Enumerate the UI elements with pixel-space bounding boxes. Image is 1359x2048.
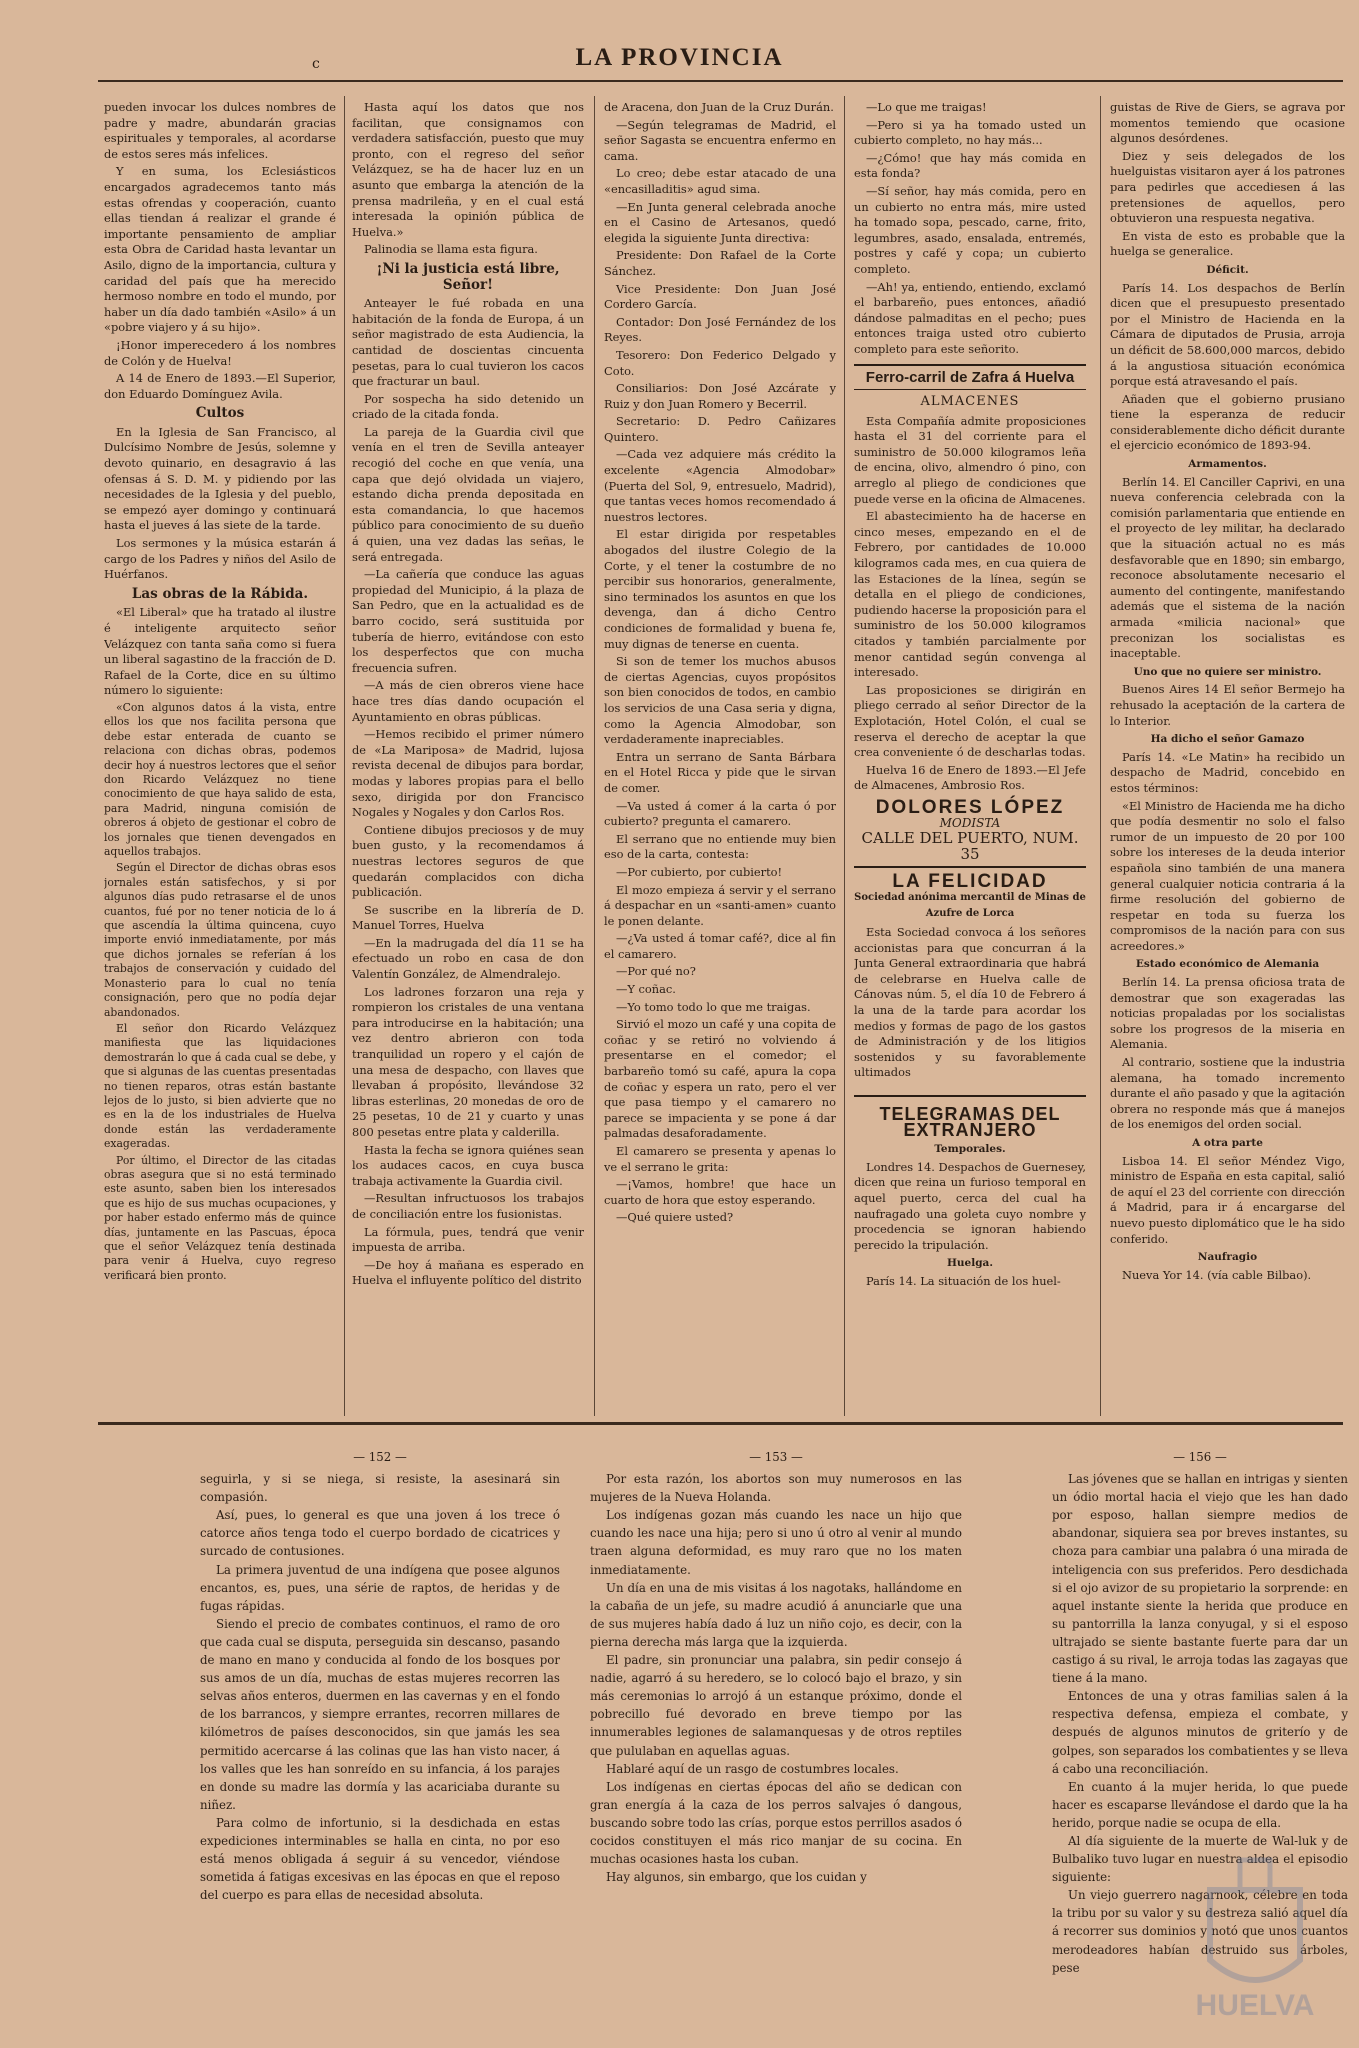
paragraph: Un viejo guerrero nagarnook, célebre en toda la tribu por su valor y su destreza salió aquel día á recorrer sus dominios y notó que unos cuantos merodeadores habían destruido sus árboles, pese xyxy=(1052,1888,1348,1975)
paragraph: En cuanto á la mujer herida, lo que puede hacer es escaparse llevándose el dardo que la ha herido, porque nadie se ocupa de ella. xyxy=(1052,1779,1348,1830)
header-rule xyxy=(98,80,1343,82)
folletin-page-number: — 156 — xyxy=(1173,1450,1227,1464)
paragraph: Por esta razón, los abortos son muy numerosos en las mujeres de la Nueva Holanda. xyxy=(590,1472,962,1505)
masthead-title: LA PROVINCIA xyxy=(575,44,784,71)
subheading-temporales: Temporales. xyxy=(934,1143,1006,1156)
paragraph: «El Ministro de Hacienda me ha dicho que podía desmentir no solo el falso rumor de un impuesto de 20 por 100 sobre los intereses de la deuda interior española sino también de una manera general cualquier noticia contraria á la firme resolución del gobierno de respetar en toda su fuerza los compromisos de la nación para con sus acreedores.» xyxy=(1110,798,1345,953)
section-heading-cultos: Cultos xyxy=(195,405,245,422)
paragraph: París 14. «Le Matin» ha recibido un despacho de Madrid, concebido en estos términos: xyxy=(1110,749,1345,795)
paragraph: Vice Presidente: Don Juan José Cordero García. xyxy=(604,281,836,312)
subheading-alemania: Estado económico de Alemania xyxy=(1135,958,1320,971)
paragraph: —De hoy á mañana es esperado en Huelva el influyente político del distrito xyxy=(352,1257,584,1288)
paragraph: Lisboa 14. El señor Méndez Vigo, ministro de España en esta capital, salió de aquí el 23 del corriente con dirección á Madrid, para ir á encargarse del nuevo puesto diplomático que le ha sido conferido. xyxy=(1110,1153,1345,1246)
paragraph: —¿Va usted á tomar café?, dice al fin el camarero. xyxy=(604,931,836,961)
paragraph: La primera juventud de una indígena que posee algunos encantos, es, pues, una série de raptos, de heridas y de fugas rápidas. xyxy=(200,1562,560,1613)
column-1 xyxy=(104,100,336,1370)
subheading-gamazo: Ha dicho el señor Gamazo xyxy=(1150,733,1305,746)
paragraph: Esta Sociedad convoca á los señores accionistas para que concurran á la Junta General extraordinaria que habrá de celebrarse en Huelva calle de Cánovas núm. 5, el día 10 de Febrero á la una de la tarde para acordar los medios y formas de pago de los gastos de Administración y de los litigios sostenidos y su favorablemente ultimados xyxy=(854,925,1086,1080)
paragraph: —A más de cien obreros viene hace hace tres días dando ocupación el Ayuntamiento en obras públicas. xyxy=(352,678,584,724)
folletin-rule xyxy=(98,1422,1343,1425)
paragraph: Esta Compañía admite proposiciones hasta el 31 del corriente para el suministro de 50.000 kilogramos leña de encina, olivo, almendro ó pino, con arreglo al pliego de condiciones que puede verse en la oficina de Almacenes. xyxy=(854,413,1086,506)
paragraph: A 14 de Enero de 1893.—El Superior, don Eduardo Domínguez Avila. xyxy=(104,371,336,401)
paragraph: El camarero se presenta y apenas lo ve el serrano le grita: xyxy=(604,1144,836,1174)
paragraph: —Cada vez adquiere más crédito la excelente «Agencia Almodobar» (Puerta del Sol, 9, entresuelo, Madrid), que tantas veces homos recomendado á nuestros lectores. xyxy=(604,447,836,524)
paragraph: Por sospecha ha sido detenido un criado de la citada fonda. xyxy=(352,391,584,422)
paragraph: Nueva Yor 14. (vía cable Bilbao). xyxy=(1122,1267,1312,1282)
subheading-naufragio: Naufragio xyxy=(1197,1251,1258,1264)
paragraph: —En la madrugada del día 11 se ha efectuado un robo en casa de don Valentín González, de Almendralejo. xyxy=(352,935,584,982)
paragraph: —¿Cómo! que hay más comida en esta fonda? xyxy=(854,150,1086,181)
paragraph: El padre, sin pronunciar una palabra, sin pedir consejo á nadie, agarró á su heredero, se lo colocó bajo el brazo, y sin más ceremonias lo arrojó á un estanque próximo, donde el pobrecillo fué devorado en breve tiempo por las innumerables legiones de salamanquesas y de otros reptiles que pululaban en aquellas aguas. xyxy=(590,1653,962,1758)
paragraph: Un día en una de mis visitas á los nagotaks, hallándome en la cabaña de un jefe, su madre acudió á anunciarle que una de sus mujeres había dado á luz un niño cojo, es decir, con la pierna derecha más larga que la izquierda. xyxy=(590,1580,962,1649)
paragraph: Los sermones y la música estarán á cargo de los Padres y niños del Asilo de Huérfanos. xyxy=(104,536,336,582)
paragraph: Londres 14. Despachos de Guernesey, dicen que reina un furioso temporal en aquel puerto, cerca del cual ha naufragado una goleta cuyo nombre y procedencia se ignoran habiendo perecido la tripulación. xyxy=(854,1159,1086,1252)
paragraph: Al contrario, sostiene que la industria alemana, ha tomado incremento durante el año pasado y que la agitación obrera no responde más que á manejos de los enemigos del orden social. xyxy=(1110,1055,1345,1132)
paragraph: «El Liberal» que ha tratado al ilustre é inteligente arquitecto señor Velázquez con tanta saña como si fuera un liberal sagastino de la fracción de D. Rafael de la Corte, dice en su último número lo siguiente: xyxy=(104,605,336,698)
folletin-page-number: — 152 — xyxy=(353,1450,407,1464)
paragraph: Entonces de una y otras familias salen á la respectiva defensa, empieza el combate, y después de algunos minutos de griterío y de golpes, son separados los combatientes y se lleva á cabo una reconciliación. xyxy=(1052,1689,1348,1776)
column-2 xyxy=(352,100,584,1370)
paragraph: seguirla, y si se niega, si resiste, la asesinará sin compasión. xyxy=(200,1472,560,1505)
column-rule xyxy=(844,96,845,1416)
paragraph: Al día siguiente de la muerte de Wal-luk y de Bulbaliko tuvo lugar en nuestra aldea el episodio siguiente: xyxy=(1052,1833,1348,1885)
paragraph: —Lo que me traigas! xyxy=(866,100,987,114)
paragraph: Hablaré aquí de un rasgo de costumbres locales. xyxy=(606,1761,899,1776)
subheading-huelga: Huelga. xyxy=(946,1257,994,1270)
quote-paragraph: El señor don Ricardo Velázquez manifiesta que las liquidaciones demostrarán lo que á cada cual se debe, y que si algunas de las cuentas presentadas no tienen reparos, otras están bastante lejos de lo justo, si bien advierte que no es en la de los industriales de Huelva donde están las verdaderamente exageradas. xyxy=(104,1021,336,1151)
quote-paragraph: Por último, el Director de las citadas obras asegura que si no está terminado este asunto, saben bien los interesados que es hijo de sus muchas ocupaciones, y por haber estado enfermo más de quince días, juntamente en las Pascuas, época que el señor Velázquez tenía destinada para venir á Huelva, cuyo regreso verificará bien pronto. xyxy=(104,1153,336,1282)
paragraph: Palinodia se llama esta figura. xyxy=(364,242,538,257)
paragraph: El serrano que no entiende muy bien eso de la carta, contesta: xyxy=(604,831,836,862)
paragraph: —La cañería que conduce las aguas propiedad del Municipio, á la plaza de San Pedro, que en la actualidad es de barro cocido, será sustituida por tubería de hierro, evitándose con esto los desperfectos que con mucha frecuencia sufren. xyxy=(352,567,584,675)
subheading-armamentos: Armamentos. xyxy=(1188,458,1267,471)
huelva-archive-seal-icon xyxy=(1180,1850,1330,2020)
paragraph: —Pero si ya ha tomado usted un cubierto completo, no hay más... xyxy=(854,117,1086,148)
paragraph: Lo creo; debe estar atacado de una «encasilladitis» agud sima. xyxy=(604,166,836,196)
paragraph: —Resultan infructuosos los trabajos de conciliación entre los fusionistas. xyxy=(352,1191,584,1221)
folletin-page-number: — 153 — xyxy=(749,1450,803,1464)
folletin-column-153 xyxy=(590,1448,962,1978)
paragraph: Contiene dibujos preciosos y de muy buen gusto, y la recomendamos á nuestras lectores seguros de que quedarán complacidos con dicha publicación. xyxy=(352,822,584,900)
paragraph: Berlín 14. El Canciller Caprivi, en una nueva conferencia celebrada con la comisión parlamentaria que entiende en el proyecto de ley militar, ha declarado que la situación actual no es más desfavorable que en 1890; sin embargo, reconoce absolutamente necesario el aumento del contingente, manifestando además que el sistema de la nación armada «milicia nacional» que preconizan los socialistas es inaceptable. xyxy=(1110,474,1345,661)
paragraph: ¡Honor imperecedero á los nombres de Colón y de Huelva! xyxy=(104,337,336,368)
paragraph: pueden invocar los dulces nombres de padre y madre, abundarán gracias espirituales y temporales, al acordarse de estos seres más infelices. xyxy=(104,100,336,161)
paragraph: —¡Vamos, hombre! que hace un cuarto de hora que estoy esperando. xyxy=(604,1177,836,1207)
paragraph: Presidente: Don Rafael de la Corte Sánchez. xyxy=(604,248,836,278)
paragraph: Se suscribe en la librería de D. Manuel Torres, Huelva xyxy=(352,902,584,933)
paragraph: Huelva 16 de Enero de 1893.—El Jefe de Almacenes, Ambrosio Ros. xyxy=(854,762,1086,793)
paragraph: Entra un serrano de Santa Bárbara en el Hotel Ricca y pide que le sirvan de comer. xyxy=(604,749,836,795)
paragraph: Sirvió el mozo un café y una copita de coñac y se retiró no volviendo á presentarse en el comedor; el barbareño tomó su café, apura la copa de coñac y espera un rato, pero el ver que pasa tiempo y el camarero no parece se impacienta y se pone á dar palmadas desaforadamente. xyxy=(604,1017,836,1141)
paragraph: Siendo el precio de combates continuos, el ramo de oro que cada cual se disputa, perseguida sin descanso, pasando de mano en mano y conducida al fondo de los bosques por sus amos de un día, muchas de estas mujeres recorren las selvas años enteros, duermen en las cavernas y en el fondo de los barrancos, y siempre errantes, recorren millares de kilómetros de países desconocidos, sin que jamás les sea permitido acercarse á las colinas que las han visto nacer, á los valles que les han sonreído en su infancia, á los parajes en donde su madre las dormía y las acariciaba durante su niñez. xyxy=(200,1616,560,1812)
railway-notice-subtitle: ALMACENES xyxy=(920,394,1020,410)
folletin-column-152 xyxy=(200,1448,560,1978)
seal-label: HUELVA xyxy=(1195,1989,1315,2020)
paragraph: Contador: Don José Fernández de los Reyes. xyxy=(604,314,836,345)
ad-dolores-lopez-address: CALLE DEL PUERTO, NUM. 35 xyxy=(854,831,1086,868)
paragraph: Las jóvenes que se hallan en intrigas y sienten un ódio mortal hacia el viejo que les han dado por esposo, hallan siempre medios de abandonar, siquiera sea por breves instantes, su choza para cambiar una palabra ó una mirada de inteligencia con sus preferidos. Pero desdichada si el ojo avizor de su propietario la sorprende: en aquel instante siente la herida que produce en su pantorrilla la lanza conyugal, y si el esposo ultrajado se siente bastante fuerte para dar un castigo á su rival, le arroja todas las zagayas que tiene á la mano. xyxy=(1052,1472,1348,1686)
paragraph: Buenos Aires 14 El señor Bermejo ha rehusado la aceptación de la cartera de lo Interior. xyxy=(1110,682,1345,728)
paragraph: —Hemos recibido el primer número de «La Mariposa» de Madrid, lujosa revista decenal de dibujos para bordar, modas y labores propias para el bello sexo, dirigida por don Francisco Nogales y Nogales y don Carlos Ros. xyxy=(352,727,584,820)
paragraph: —En Junta general celebrada anoche en el Casino de Artesanos, quedó elegida la siguiente Junta directiva: xyxy=(604,199,836,245)
paragraph: El mozo empieza á servir y el serrano á despachar en un «santi-amen» cuanto le ponen delante. xyxy=(604,882,836,928)
paragraph: Así, pues, lo general es que una joven á los trece ó catorce años tenga todo el cuerpo bordado de cicatrices y surcado de contusiones. xyxy=(200,1508,560,1559)
paragraph: Hasta aquí los datos que nos facilitan, que consignamos con verdadera satisfacción, puesto que muy pronto, con el regreso del señor Velázquez, se ha de hacer luz en un asunto que embarga la atención de la prensa madrileña, y en el cual está interesada la opinión pública de Huelva.» xyxy=(352,100,584,239)
paragraph: El abastecimiento ha de hacerse en cinco meses, empezando en el de Febrero, por cantidades de 10.000 kilogramos cada mes, en cua quiera de las Estaciones de la línea, según se detalla en el pliego de condiciones, pudiendo hacerse la proposición para el suministro de los 50.000 kilogramos citados y también parcialmente por menor cantidad según convenga al interesado. xyxy=(854,509,1086,680)
paragraph: Para colmo de infortunio, si la desdichada en estas expediciones interminables se halla en cinta, no por eso está menos obligada á seguir á su vencedor, viéndose sometida á fatigas excesivas en las épocas en que el reposo del cuerpo es para ellas de necesidad absoluta. xyxy=(200,1815,560,1903)
subheading-otra-parte: A otra parte xyxy=(1192,1137,1263,1149)
paragraph: —Por qué no? xyxy=(616,964,696,979)
paragraph: Secretario: D. Pedro Cañizares Quintero. xyxy=(604,414,836,444)
column-rule xyxy=(594,96,595,1416)
paragraph: El estar dirigida por respetables abogados del ilustre Colegio de la Corte, y el tener la costumbre de no percibir sus honorarios, generalmente, sino terminados los asuntos en que los devenga, dan á dicho Centro condiciones de formalidad y buena fe, muy dignas de tenerse en cuenta. xyxy=(604,527,836,651)
column-4 xyxy=(854,100,1086,1370)
paragraph: —Según telegramas de Madrid, el señor Sagasta se encuentra enfermo en cama. xyxy=(604,117,836,163)
ad-dolores-lopez-name: DOLORES LÓPEZ xyxy=(875,796,1065,818)
paragraph: Diez y seis delegados de los huelguistas visitaron ayer á los patrones para pedirles que accediesen á las pretensiones de aquellos, pero obtuvieron una respuesta negativa. xyxy=(1110,148,1345,226)
paragraph: Hasta la fecha se ignora quiénes sean los audaces cacos, en cuya busca trabaja activamente la Guardia civil. xyxy=(352,1142,584,1188)
paragraph: Consiliarios: Don José Azcárate y Ruiz y don Juan Romero y Becerril. xyxy=(604,381,836,411)
section-heading-rabida: Las obras de la Rábida. xyxy=(131,585,309,602)
paragraph: —Qué quiere usted? xyxy=(616,1210,734,1225)
ad-la-felicidad-name: LA FELICIDAD xyxy=(892,871,1048,893)
paragraph: La pareja de la Guardia civil que venía en el tren de Sevilla anteayer recogió del coche en que venía, una capa que dejó olvidada un viajero, estando dicha prenda depositada en esta comandancia, lo que hacemos público para conocimiento de su dueño á quien, una vez dadas las señas, le será entregada. xyxy=(352,424,584,564)
paragraph: Los ladrones forzaron una reja y rompieron los cristales de una ventana para introducirse en la habitación; una vez dentro abrieron con toda tranquilidad un ropero y el cajón de una mesa de despacho, con llaves que llevaban á propósito, llevándose 32 libras esterlinas, 20 monedas de oro de 25 pesetas, 10 de 21 y cuarto y unas 800 pesetas entre plata y calderilla. xyxy=(352,984,584,1139)
paragraph: Si son de temer los muchos abusos de ciertas Agencias, cuyos propósitos son bien conocidos de todos, en cambio los servicios de una Casa seria y digna, como la Agencia Almodobar, son verdaderamente inapreciables. xyxy=(604,654,836,747)
paragraph: París 14. Los despachos de Berlín dicen que el presupuesto presentado por el Ministro de Hacienda en la Cámara de diputados de Prusia, arroja un déficit de 58.600,000 marcos, debido á la angustiosa situación económica porque está atravesando el país. xyxy=(1110,280,1345,389)
paragraph: Anteayer le fué robada en una habitación de la fonda de Europa, á un señor magistrado de esta Audiencia, la cantidad de doscientas cincuenta pesetas, para lo cual tuvieron los cacos que fracturar un baul. xyxy=(352,296,584,389)
telegrams-heading: TELEGRAMAS DEL EXTRANJERO xyxy=(854,1095,1086,1138)
subheading-deficit: Déficit. xyxy=(1206,263,1249,276)
paragraph: Las proposiciones se dirigirán en pliego cerrado al señor Director de la Explotación, Hotel Colón, el cual se reserva el derecho de aceptar la que crea conveniente ó de descharlas todas. xyxy=(854,682,1086,760)
paragraph: En la Iglesia de San Francisco, al Dulcísimo Nombre de Jesús, solemne y devoto quinario, en desagravio á las ofensas á S. D. M. y pidiendo por las necesidades de la Iglesia y del pueblo, se empezó ayer domingo y continuará hasta el jueves á las siete de la tarde. xyxy=(104,424,336,533)
column-rule xyxy=(344,96,345,1416)
paragraph: Tesorero: Don Federico Delgado y Coto. xyxy=(604,347,836,378)
paragraph: —Por cubierto, por cubierto! xyxy=(616,864,783,879)
page-mark: c xyxy=(312,56,320,72)
paragraph: Los indígenas gozan más cuando les nace un hijo que cuando les nace una hija; pero si uno ú otro al venir al mundo traen alguna deformidad, es muy raro que no los maten inmediatamente. xyxy=(590,1508,962,1577)
subheading-ministro: Uno que no quiere ser ministro. xyxy=(1133,665,1322,678)
paragraph: —Sí señor, hay más comida, pero en un cubierto no entra más, mire usted ha tomado sopa, pescado, carne, frito, legumbres, asado, ensalada, entremés, postres y café y copa; un cubierto completo. xyxy=(854,183,1086,276)
paragraph: —Ah! ya, entiendo, entiendo, exclamó el barbareño, pues entonces, añadió dándose palmaditas en el pecho; pues entonces traiga usted otro cubierto completo para este señorito. xyxy=(854,279,1086,356)
paragraph: París 14. La situación de los huel- xyxy=(866,1273,1061,1288)
paragraph: La fórmula, pues, tendrá que venir impuesta de arriba. xyxy=(352,1224,584,1255)
section-heading-justicia: ¡Ni la justicia está libre, Señor! xyxy=(376,260,560,293)
paragraph: —Y coñac. xyxy=(616,982,676,997)
paragraph: Los indígenas en ciertas épocas del año se dedican con gran energía á la caza de los perros salvajes ó dangous, buscando sobre todo las crías, porque estos perrillos asados ó cocidos constituyen el más rico manjar de su cocina. En muchas ocasiones hasta los cuban. xyxy=(590,1779,962,1867)
paragraph: Añaden que el gobierno prusiano tiene la esperanza de reducir considerablemente dicho déficit durante el ejercicio económico de 1893-94. xyxy=(1110,391,1345,453)
column-rule xyxy=(1100,96,1101,1416)
paragraph: Hay algunos, sin embargo, que los cuidan y xyxy=(606,1870,867,1885)
column-3 xyxy=(604,100,836,1370)
paragraph: En vista de esto es probable que la huelga se generalice. xyxy=(1110,228,1345,259)
paragraph: —Yo tomo todo lo que me traigas. xyxy=(616,999,811,1014)
paragraph: guistas de Rive de Giers, se agrava por momentos temiendo que ocasione algunos desórdenes. xyxy=(1110,100,1345,146)
ad-dolores-lopez-trade: MODISTA xyxy=(939,815,1001,830)
quote-paragraph: «Con algunos datos á la vista, entre ellos los que nos facilita persona que debe estar enterada de cuanto se relaciona con dichas obras, podemos decir hoy á nuestros lectores que el señor don Ricardo Velázquez no tiene conocimiento de que haya salido de esta, para Madrid, ninguna comisión de obreros á objeto de gestionar el cobro de los jornales que tienen devengados en aquellos trabajos. xyxy=(104,700,336,859)
paragraph: de Aracena, don Juan de la Cruz Durán. xyxy=(604,100,834,114)
ad-la-felicidad-subtitle: Sociedad anónima mercantil de Minas de Azufre de Lorca xyxy=(854,891,1086,919)
paragraph: —Va usted á comer á la carta ó por cubierto? pregunta el camarero. xyxy=(604,798,836,829)
paragraph: Berlín 14. La prensa oficiosa trata de demostrar que son exageradas las noticias propaladas por los socialistas sobre los progresos de la miseria en Alemania. xyxy=(1110,975,1345,1052)
paragraph: Y en suma, los Eclesiásticos encargados agradecemos tanto más estas ofrendas y cooperación, cuanto ellas tiendan á realizar el grande é importante pensamiento de ampliar esta Obra de Caridad hasta levantar un Asilo, digno de la importancia, cultura y caridad del país que ha merecido hermoso nombre en todo el mundo, por haber un día dado también «Asilo» á un «pobre viajero y á su hijo». xyxy=(104,164,336,335)
column-5 xyxy=(1110,100,1345,1370)
railway-notice-title: Ferro-carril de Zafra á Huelva xyxy=(854,364,1086,391)
quote-paragraph: Según el Director de dichas obras esos jornales están satisfechos, y si por algunos días pudo retrasarse el de unos cuantos, fué por no tener noticia de lo á que ascendía la última quincena, cuyo importe envió inmediatamente, por más que dichos jornales se referían á los trabajos de conservación y cuidado del Monasterio para lo cual no tenía consignación, pero que no podía dejar abandonados. xyxy=(104,861,336,1019)
